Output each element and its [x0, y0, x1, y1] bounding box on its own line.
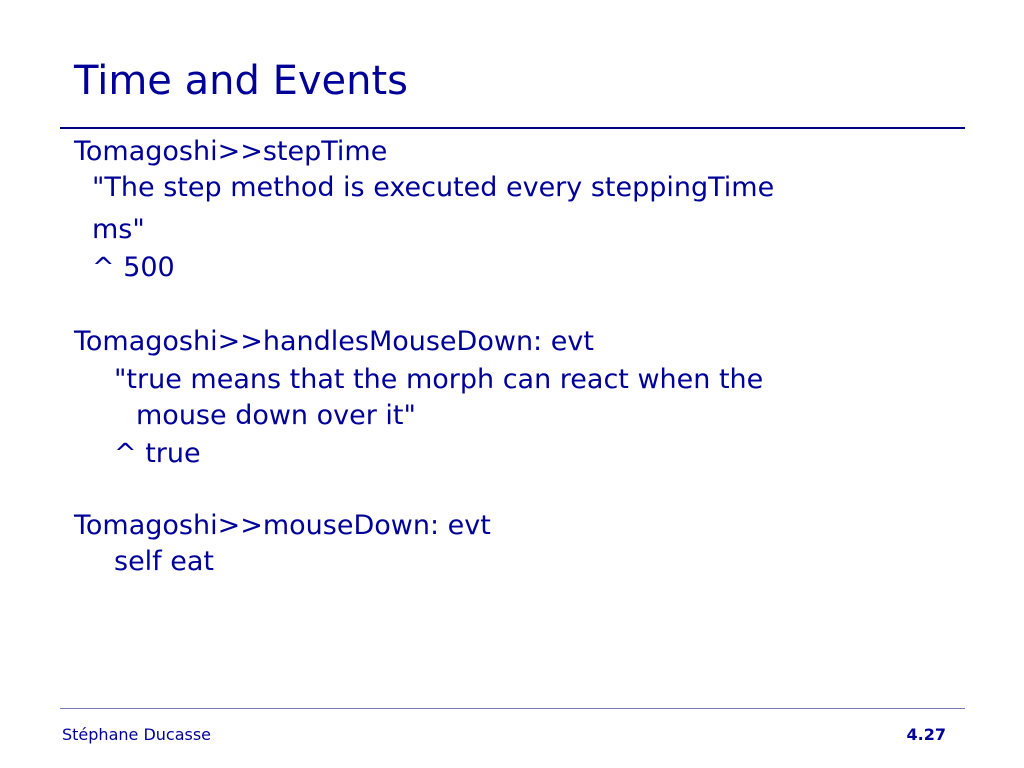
method-signature: Tomagoshi>>handlesMouseDown: evt: [74, 326, 594, 357]
method-comment: "The step method is executed every steppingTime: [92, 172, 775, 203]
method-comment-continued: ms": [92, 214, 145, 245]
title-divider: [60, 127, 965, 129]
footer-divider: [60, 708, 965, 709]
method-return: ^ true: [114, 438, 201, 469]
method-signature: Tomagoshi>>mouseDown: evt: [74, 510, 491, 541]
method-return: ^ 500: [92, 252, 175, 283]
slide-title: Time and Events: [74, 58, 409, 104]
method-body: self eat: [114, 546, 215, 577]
method-signature: Tomagoshi>>stepTime: [74, 136, 388, 167]
page-number: 4.27: [906, 725, 946, 744]
method-comment: "true means that the morph can react when the: [114, 364, 764, 395]
footer-author: Stéphane Ducasse: [62, 725, 212, 744]
method-comment-continued: mouse down over it": [136, 400, 416, 431]
